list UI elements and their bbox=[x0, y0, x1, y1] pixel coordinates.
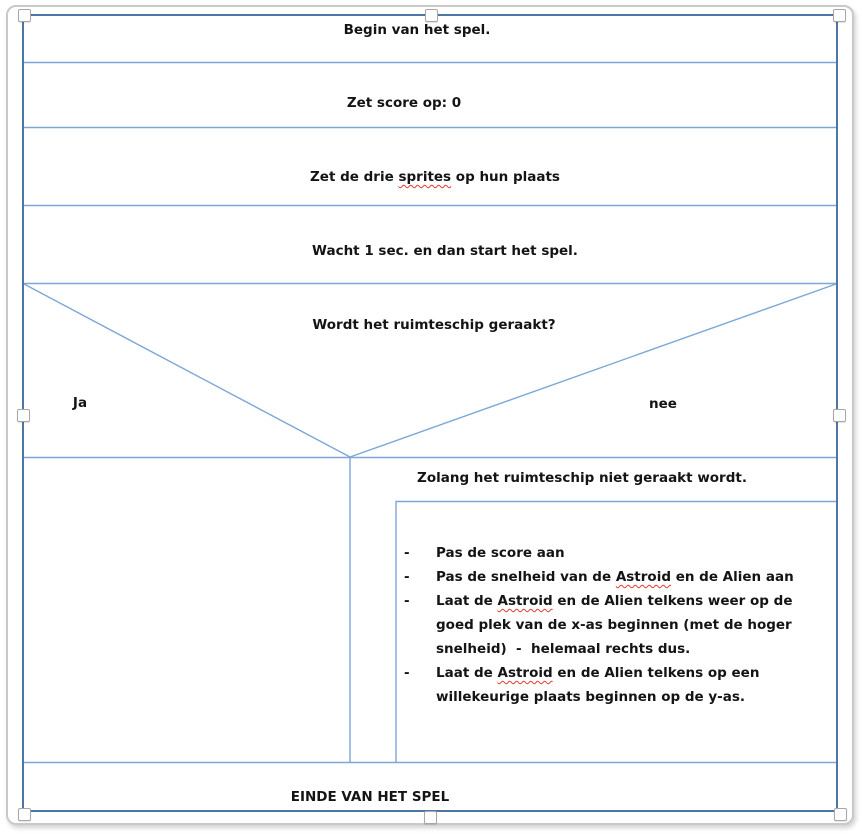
list-item bbox=[404, 661, 822, 709]
list-item bbox=[404, 589, 822, 661]
selection-handle-middle-right[interactable] bbox=[833, 409, 846, 422]
branch-yes-label[interactable]: Ja bbox=[72, 395, 88, 411]
decision-question[interactable]: Wordt het ruimteschip geraakt? bbox=[312, 317, 556, 333]
list-item-dash: - bbox=[404, 593, 410, 609]
list-item-dash: - bbox=[404, 665, 410, 681]
list-item-dash: - bbox=[404, 569, 410, 585]
list-item-text: Laat de Astroid en de Alien telkens weer op de goed plek van de x-as beginnen (met de hoger snelheid) - helemaal rechts dus. bbox=[436, 593, 798, 657]
step-end[interactable]: EINDE VAN HET SPEL bbox=[290, 789, 450, 805]
branch-no-label[interactable]: nee bbox=[649, 396, 677, 412]
selection-handle-bottom-center[interactable] bbox=[424, 811, 437, 824]
step-wait-start[interactable]: Wacht 1 sec. en dan start het spel. bbox=[312, 243, 578, 259]
selection-handle-top-center[interactable] bbox=[425, 9, 438, 22]
loop-body-list[interactable] bbox=[404, 541, 822, 709]
step-set-score[interactable]: Zet score op: 0 bbox=[346, 95, 462, 111]
list-item bbox=[404, 565, 822, 589]
list-item-text: Pas de snelheid van de Astroid en de Alien aan bbox=[436, 569, 794, 585]
list-item bbox=[404, 541, 822, 565]
step-place-sprites[interactable]: Zet de drie sprites op hun plaats bbox=[310, 169, 560, 185]
decision-diagonal-left bbox=[24, 284, 350, 457]
loop-header[interactable]: Zolang het ruimteschip niet geraakt wordt. bbox=[417, 470, 747, 486]
selection-handle-bottom-right[interactable] bbox=[834, 808, 847, 821]
step-begin[interactable]: Begin van het spel. bbox=[343, 22, 491, 38]
list-item-text: Pas de score aan bbox=[436, 545, 565, 561]
selection-handle-top-left[interactable] bbox=[18, 9, 31, 22]
selection-handle-middle-left[interactable] bbox=[17, 409, 30, 422]
list-item-text: Laat de Astroid en de Alien telkens op een willekeurige plaats beginnen op de y-as. bbox=[436, 665, 765, 705]
decision-diagonal-right bbox=[350, 284, 836, 457]
selection-handle-bottom-left[interactable] bbox=[18, 808, 31, 821]
list-item-dash: - bbox=[404, 545, 410, 561]
selection-handle-top-right[interactable] bbox=[833, 9, 846, 22]
